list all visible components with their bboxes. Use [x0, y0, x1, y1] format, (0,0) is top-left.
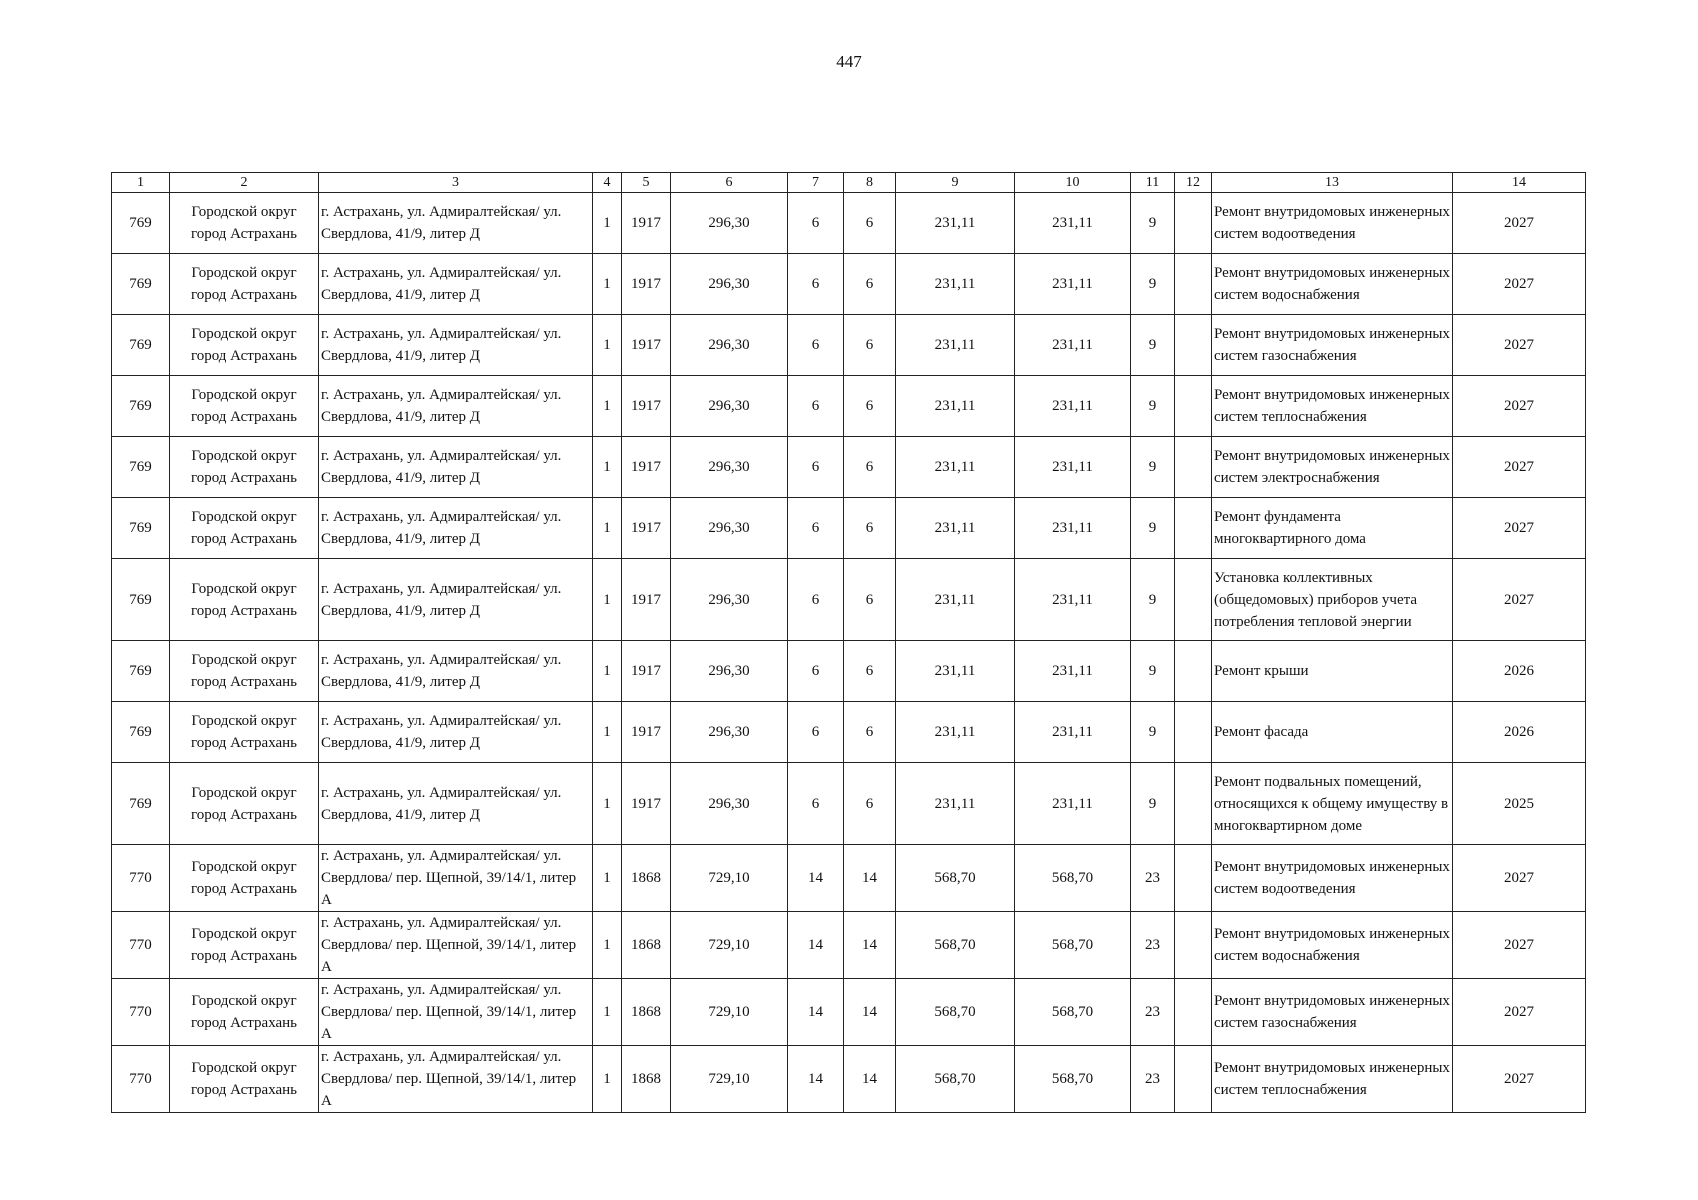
work-type-cell: Ремонт внутридомовых инженерных систем теплоснабжения	[1212, 376, 1453, 437]
work-type-cell: Ремонт внутридомовых инженерных систем водоснабжения	[1212, 912, 1453, 979]
build-year-cell: 1868	[622, 845, 671, 912]
address-cell: г. Астрахань, ул. Адмиралтейская/ ул. Свердлова, 41/9, литер Д	[319, 498, 593, 559]
col-7-cell: 6	[788, 641, 844, 702]
build-year-cell: 1917	[622, 254, 671, 315]
col-9-cell: 231,11	[896, 702, 1015, 763]
municipality-cell: Городской округ город Астрахань	[170, 845, 319, 912]
col-4-cell: 1	[593, 763, 622, 845]
address-cell: г. Астрахань, ул. Адмиралтейская/ ул. Свердлова/ пер. Щепной, 39/14/1, литер А	[319, 912, 593, 979]
col-9-cell: 231,11	[896, 641, 1015, 702]
col-11-cell: 23	[1131, 912, 1175, 979]
col-8-cell: 6	[844, 376, 896, 437]
build-year-cell: 1868	[622, 912, 671, 979]
col-11-cell: 9	[1131, 315, 1175, 376]
column-header: 5	[622, 173, 671, 193]
col-12-cell	[1175, 376, 1212, 437]
col-7-cell: 6	[788, 763, 844, 845]
build-year-cell: 1917	[622, 702, 671, 763]
address-cell: г. Астрахань, ул. Адмиралтейская/ ул. Свердлова, 41/9, литер Д	[319, 254, 593, 315]
municipality-cell: Городской округ город Астрахань	[170, 437, 319, 498]
col-12-cell	[1175, 912, 1212, 979]
total-area-cell: 729,10	[671, 979, 788, 1046]
address-cell: г. Астрахань, ул. Адмиралтейская/ ул. Свердлова, 41/9, литер Д	[319, 193, 593, 254]
build-year-cell: 1868	[622, 979, 671, 1046]
col-4-cell: 1	[593, 912, 622, 979]
build-year-cell: 1917	[622, 641, 671, 702]
table-row	[112, 498, 1586, 559]
table-row	[112, 437, 1586, 498]
build-year-cell: 1917	[622, 193, 671, 254]
planned-year-cell: 2027	[1453, 1046, 1586, 1113]
build-year-cell: 1917	[622, 376, 671, 437]
municipality-cell: Городской округ город Астрахань	[170, 641, 319, 702]
work-type-cell: Ремонт внутридомовых инженерных систем газоснабжения	[1212, 979, 1453, 1046]
work-type-cell: Ремонт внутридомовых инженерных систем водоотведения	[1212, 193, 1453, 254]
capital-repair-table	[111, 172, 1586, 1113]
column-header: 7	[788, 173, 844, 193]
planned-year-cell: 2027	[1453, 979, 1586, 1046]
work-type-cell: Ремонт крыши	[1212, 641, 1453, 702]
col-10-cell: 568,70	[1015, 912, 1131, 979]
planned-year-cell: 2025	[1453, 763, 1586, 845]
column-header: 9	[896, 173, 1015, 193]
row-number-cell: 769	[112, 702, 170, 763]
address-cell: г. Астрахань, ул. Адмиралтейская/ ул. Свердлова, 41/9, литер Д	[319, 437, 593, 498]
col-7-cell: 6	[788, 193, 844, 254]
build-year-cell: 1917	[622, 763, 671, 845]
table-row	[112, 254, 1586, 315]
col-10-cell: 231,11	[1015, 254, 1131, 315]
build-year-cell: 1917	[622, 315, 671, 376]
col-7-cell: 6	[788, 559, 844, 641]
row-number-cell: 769	[112, 641, 170, 702]
col-8-cell: 6	[844, 498, 896, 559]
row-number-cell: 769	[112, 315, 170, 376]
municipality-cell: Городской округ город Астрахань	[170, 254, 319, 315]
col-4-cell: 1	[593, 559, 622, 641]
address-cell: г. Астрахань, ул. Адмиралтейская/ ул. Свердлова, 41/9, литер Д	[319, 315, 593, 376]
col-11-cell: 9	[1131, 254, 1175, 315]
table-row	[112, 193, 1586, 254]
col-8-cell: 14	[844, 1046, 896, 1113]
build-year-cell: 1868	[622, 1046, 671, 1113]
planned-year-cell: 2027	[1453, 559, 1586, 641]
col-11-cell: 23	[1131, 1046, 1175, 1113]
planned-year-cell: 2027	[1453, 376, 1586, 437]
col-4-cell: 1	[593, 498, 622, 559]
table-row	[112, 559, 1586, 641]
col-4-cell: 1	[593, 845, 622, 912]
table-row	[112, 845, 1586, 912]
planned-year-cell: 2027	[1453, 498, 1586, 559]
row-number-cell: 769	[112, 254, 170, 315]
col-12-cell	[1175, 763, 1212, 845]
col-8-cell: 14	[844, 845, 896, 912]
table-row	[112, 912, 1586, 979]
planned-year-cell: 2026	[1453, 641, 1586, 702]
col-10-cell: 231,11	[1015, 498, 1131, 559]
planned-year-cell: 2027	[1453, 254, 1586, 315]
work-type-cell: Ремонт внутридомовых инженерных систем водоснабжения	[1212, 254, 1453, 315]
column-header: 14	[1453, 173, 1586, 193]
total-area-cell: 296,30	[671, 315, 788, 376]
planned-year-cell: 2026	[1453, 702, 1586, 763]
work-type-cell: Ремонт фундамента многоквартирного дома	[1212, 498, 1453, 559]
total-area-cell: 729,10	[671, 912, 788, 979]
column-header: 6	[671, 173, 788, 193]
col-9-cell: 231,11	[896, 498, 1015, 559]
col-9-cell: 231,11	[896, 559, 1015, 641]
row-number-cell: 770	[112, 979, 170, 1046]
col-10-cell: 231,11	[1015, 315, 1131, 376]
column-header: 10	[1015, 173, 1131, 193]
col-12-cell	[1175, 437, 1212, 498]
table-header-row	[112, 173, 1586, 193]
municipality-cell: Городской округ город Астрахань	[170, 979, 319, 1046]
col-12-cell	[1175, 193, 1212, 254]
column-header: 13	[1212, 173, 1453, 193]
col-10-cell: 231,11	[1015, 702, 1131, 763]
address-cell: г. Астрахань, ул. Адмиралтейская/ ул. Свердлова/ пер. Щепной, 39/14/1, литер А	[319, 979, 593, 1046]
total-area-cell: 296,30	[671, 437, 788, 498]
table-row	[112, 702, 1586, 763]
col-8-cell: 6	[844, 763, 896, 845]
row-number-cell: 769	[112, 193, 170, 254]
build-year-cell: 1917	[622, 498, 671, 559]
municipality-cell: Городской округ город Астрахань	[170, 315, 319, 376]
col-4-cell: 1	[593, 702, 622, 763]
col-9-cell: 568,70	[896, 1046, 1015, 1113]
build-year-cell: 1917	[622, 559, 671, 641]
total-area-cell: 296,30	[671, 498, 788, 559]
col-12-cell	[1175, 702, 1212, 763]
address-cell: г. Астрахань, ул. Адмиралтейская/ ул. Свердлова/ пер. Щепной, 39/14/1, литер А	[319, 845, 593, 912]
col-7-cell: 14	[788, 845, 844, 912]
col-8-cell: 6	[844, 437, 896, 498]
table-row	[112, 315, 1586, 376]
address-cell: г. Астрахань, ул. Адмиралтейская/ ул. Свердлова, 41/9, литер Д	[319, 376, 593, 437]
col-12-cell	[1175, 845, 1212, 912]
column-header: 1	[112, 173, 170, 193]
row-number-cell: 769	[112, 763, 170, 845]
col-12-cell	[1175, 979, 1212, 1046]
col-9-cell: 231,11	[896, 254, 1015, 315]
col-8-cell: 6	[844, 702, 896, 763]
col-11-cell: 9	[1131, 498, 1175, 559]
row-number-cell: 769	[112, 376, 170, 437]
table-row	[112, 979, 1586, 1046]
col-12-cell	[1175, 498, 1212, 559]
col-8-cell: 14	[844, 912, 896, 979]
col-9-cell: 568,70	[896, 845, 1015, 912]
col-8-cell: 6	[844, 193, 896, 254]
address-cell: г. Астрахань, ул. Адмиралтейская/ ул. Свердлова, 41/9, литер Д	[319, 641, 593, 702]
col-7-cell: 6	[788, 254, 844, 315]
work-type-cell: Ремонт внутридомовых инженерных систем теплоснабжения	[1212, 1046, 1453, 1113]
row-number-cell: 770	[112, 912, 170, 979]
row-number-cell: 769	[112, 559, 170, 641]
total-area-cell: 296,30	[671, 641, 788, 702]
col-10-cell: 568,70	[1015, 979, 1131, 1046]
municipality-cell: Городской округ город Астрахань	[170, 193, 319, 254]
total-area-cell: 729,10	[671, 1046, 788, 1113]
col-4-cell: 1	[593, 254, 622, 315]
col-7-cell: 6	[788, 702, 844, 763]
col-10-cell: 231,11	[1015, 437, 1131, 498]
address-cell: г. Астрахань, ул. Адмиралтейская/ ул. Свердлова, 41/9, литер Д	[319, 702, 593, 763]
table-row	[112, 641, 1586, 702]
col-10-cell: 231,11	[1015, 376, 1131, 437]
table-row	[112, 763, 1586, 845]
municipality-cell: Городской округ город Астрахань	[170, 376, 319, 437]
col-7-cell: 6	[788, 498, 844, 559]
planned-year-cell: 2027	[1453, 437, 1586, 498]
col-11-cell: 9	[1131, 641, 1175, 702]
municipality-cell: Городской округ город Астрахань	[170, 763, 319, 845]
municipality-cell: Городской округ город Астрахань	[170, 559, 319, 641]
column-header: 8	[844, 173, 896, 193]
col-7-cell: 14	[788, 912, 844, 979]
row-number-cell: 769	[112, 498, 170, 559]
col-10-cell: 231,11	[1015, 193, 1131, 254]
municipality-cell: Городской округ город Астрахань	[170, 702, 319, 763]
col-4-cell: 1	[593, 437, 622, 498]
column-header: 3	[319, 173, 593, 193]
total-area-cell: 296,30	[671, 559, 788, 641]
page-number: 447	[836, 52, 862, 71]
col-7-cell: 6	[788, 437, 844, 498]
col-9-cell: 231,11	[896, 193, 1015, 254]
table-row	[112, 1046, 1586, 1113]
total-area-cell: 729,10	[671, 845, 788, 912]
col-10-cell: 231,11	[1015, 559, 1131, 641]
work-type-cell: Ремонт внутридомовых инженерных систем электроснабжения	[1212, 437, 1453, 498]
col-8-cell: 6	[844, 641, 896, 702]
col-4-cell: 1	[593, 376, 622, 437]
col-12-cell	[1175, 641, 1212, 702]
work-type-cell: Ремонт внутридомовых инженерных систем водоотведения	[1212, 845, 1453, 912]
total-area-cell: 296,30	[671, 376, 788, 437]
col-12-cell	[1175, 1046, 1212, 1113]
col-4-cell: 1	[593, 979, 622, 1046]
build-year-cell: 1917	[622, 437, 671, 498]
col-11-cell: 23	[1131, 845, 1175, 912]
work-type-cell: Установка коллективных (общедомовых) приборов учета потребления тепловой энергии	[1212, 559, 1453, 641]
table-row	[112, 376, 1586, 437]
address-cell: г. Астрахань, ул. Адмиралтейская/ ул. Свердлова, 41/9, литер Д	[319, 559, 593, 641]
col-11-cell: 23	[1131, 979, 1175, 1046]
column-header: 4	[593, 173, 622, 193]
work-type-cell: Ремонт внутридомовых инженерных систем газоснабжения	[1212, 315, 1453, 376]
municipality-cell: Городской округ город Астрахань	[170, 1046, 319, 1113]
work-type-cell: Ремонт подвальных помещений, относящихся к общему имуществу в многоквартирном доме	[1212, 763, 1453, 845]
table-body	[112, 193, 1586, 1113]
col-4-cell: 1	[593, 641, 622, 702]
municipality-cell: Городской округ город Астрахань	[170, 912, 319, 979]
col-8-cell: 6	[844, 559, 896, 641]
column-header: 12	[1175, 173, 1212, 193]
planned-year-cell: 2027	[1453, 912, 1586, 979]
col-9-cell: 231,11	[896, 315, 1015, 376]
col-8-cell: 6	[844, 315, 896, 376]
col-9-cell: 568,70	[896, 912, 1015, 979]
col-12-cell	[1175, 559, 1212, 641]
col-11-cell: 9	[1131, 702, 1175, 763]
planned-year-cell: 2027	[1453, 845, 1586, 912]
column-header: 11	[1131, 173, 1175, 193]
planned-year-cell: 2027	[1453, 193, 1586, 254]
row-number-cell: 769	[112, 437, 170, 498]
col-11-cell: 9	[1131, 376, 1175, 437]
col-4-cell: 1	[593, 193, 622, 254]
col-9-cell: 568,70	[896, 979, 1015, 1046]
col-10-cell: 568,70	[1015, 1046, 1131, 1113]
col-12-cell	[1175, 254, 1212, 315]
col-4-cell: 1	[593, 1046, 622, 1113]
col-7-cell: 14	[788, 979, 844, 1046]
col-10-cell: 231,11	[1015, 763, 1131, 845]
row-number-cell: 770	[112, 845, 170, 912]
col-11-cell: 9	[1131, 763, 1175, 845]
total-area-cell: 296,30	[671, 763, 788, 845]
col-7-cell: 6	[788, 315, 844, 376]
total-area-cell: 296,30	[671, 254, 788, 315]
col-8-cell: 14	[844, 979, 896, 1046]
municipality-cell: Городской округ город Астрахань	[170, 498, 319, 559]
col-10-cell: 568,70	[1015, 845, 1131, 912]
address-cell: г. Астрахань, ул. Адмиралтейская/ ул. Свердлова/ пер. Щепной, 39/14/1, литер А	[319, 1046, 593, 1113]
col-11-cell: 9	[1131, 193, 1175, 254]
col-10-cell: 231,11	[1015, 641, 1131, 702]
work-type-cell: Ремонт фасада	[1212, 702, 1453, 763]
planned-year-cell: 2027	[1453, 315, 1586, 376]
col-9-cell: 231,11	[896, 376, 1015, 437]
row-number-cell: 770	[112, 1046, 170, 1113]
col-8-cell: 6	[844, 254, 896, 315]
col-9-cell: 231,11	[896, 437, 1015, 498]
col-12-cell	[1175, 315, 1212, 376]
col-7-cell: 6	[788, 376, 844, 437]
total-area-cell: 296,30	[671, 702, 788, 763]
col-11-cell: 9	[1131, 437, 1175, 498]
col-4-cell: 1	[593, 315, 622, 376]
total-area-cell: 296,30	[671, 193, 788, 254]
col-7-cell: 14	[788, 1046, 844, 1113]
col-11-cell: 9	[1131, 559, 1175, 641]
address-cell: г. Астрахань, ул. Адмиралтейская/ ул. Свердлова, 41/9, литер Д	[319, 763, 593, 845]
col-9-cell: 231,11	[896, 763, 1015, 845]
column-header: 2	[170, 173, 319, 193]
